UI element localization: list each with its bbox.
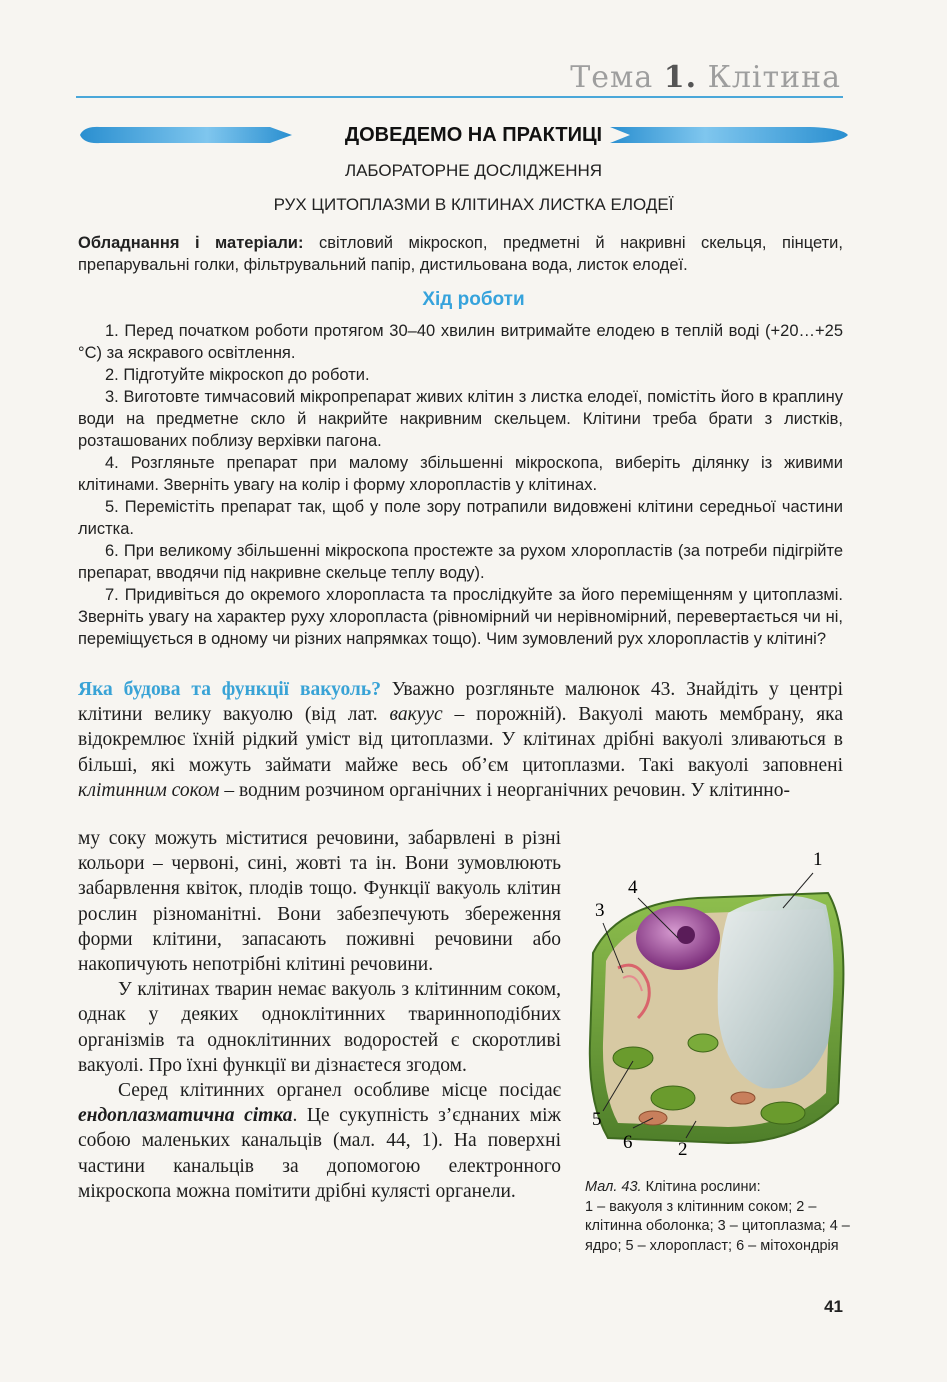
lab-subtitle: ЛАБОРАТОРНЕ ДОСЛІДЖЕННЯ [344,161,603,180]
step-item: 6. При великому збільшенні мікроскопа простежте за рухом хлоропластів (за потреби підігрійте препарат, вводячи під накривне скельце теплу воду). [78,542,843,582]
body-text-continued: – водним розчином органічних і неорганічних речовин. У клітинно- [219,779,790,801]
steps-list [78,320,843,650]
caption-title: Клітина рослини: [641,1179,761,1195]
vacuole-paragraph [78,677,843,803]
theme-number: 1. [663,60,698,95]
step-item: 7. Придивіться до окремого хлоропласта та прослідкуйте за його переміщенням у цитоплазмі. Зверніть увагу на характер руху хлоропласта (рівномірний чи нерівномірний, перевертається чи ні, переміщується в одному чи різних напрямках тощо). Чим зумовлений рух хлоропластів у клітині? [78,586,843,648]
caption-ref: Мал. 43. [585,1179,642,1195]
plant-cell-illustration [578,843,848,1168]
question-heading: Яка будова та функції вакуоль? [78,679,381,700]
theme-name: Клітина [707,60,841,95]
header-divider [76,96,843,98]
caption-text: 1 – вакуоля з клітинним соком; 2 – клітинна оболонка; 3 – цитоплазма; 4 – ядро; 5 – хлоропласт; 6 – мітохондрія [585,1198,850,1254]
page-number: 41 [824,1297,843,1316]
theme-word: Тема [570,60,654,95]
figure-label: 3 [595,900,605,921]
section-title: ДОВЕДЕМО НА ПРАКТИЦІ [344,124,603,146]
body-text: Серед клітинних органел особливе місце посідає [118,1080,561,1102]
lab-heading: РУХ ЦИТОПЛАЗМИ В КЛІТИНАХ ЛИСТКА ЕЛОДЕЇ [273,195,674,214]
step-item: 4. Розгляньте препарат при малому збільшенні мікроскопа, виберіть ділянку із живими клітинами. Зверніть увагу на колір і форму хлоропластів у клітинах. [78,454,843,494]
animal-vacuole-paragraph: У клітинах тварин немає вакуоль з клітинним соком, однак у деяких одноклітинних тваринноподібних організмів та одноклітинних водоростей є скоротливі вакуолі. Про їхні функції ви дізнаєтеся згодом. [78,979,561,1076]
body-text: – порожній). Вакуолі мають мембрану, яка відокремлює їхній рідкий уміст від цитоплазми. У клітинах дрібні вакуолі зливаються в більші, які можуть займати майже весь об’єм цитоплазми. Такі вакуолі заповнені [78,704,843,776]
term-er: ендоплазматична сітка [78,1105,293,1127]
latin-word: вакуус [389,704,443,726]
materials-paragraph [78,232,843,276]
step-item: 5. Перемістіть препарат так, щоб у поле зору потрапили видовжені клітини середньої частини листка. [78,498,843,538]
term-cell-sap: клітинним соком [78,779,220,801]
body-text: . Це сукупність з’єднаних між собою маленьких канальців (мал. 44, 1). На поверхні частини канальців за допомогою електронного мікроскопа можна помітити дрібні кулясті органели. [78,1105,562,1202]
figure-caption [585,1178,850,1256]
body-text: Уважно розгляньте малюнок 43. Знайдіть у центрі клітини велику вакуолю (від лат. [78,679,844,726]
materials-text: світловий мікроскоп, предметні й накривні скельця, пінцети, препарувальні голки, фільтрувальний папір, дистильована вода, листок елодеї. [78,234,843,274]
figure-label: 4 [628,877,638,898]
er-paragraph [78,1078,561,1204]
step-item: 1. Перед початком роботи протягом 30–40 хвилин витримайте елодею в теплій воді (+20…+25 °C) за яскравого освітлення. [78,322,843,362]
vacuole-paragraph-continued: му соку можуть міститися речовини, забарвлені в різні кольори – червоні, сині, жовті та ін. Вони зумовлюють забарвлення квіток, плодів тощо. Функції вакуоль клітин рослин різноманітні. Вони забезпечують збереження форми клітини, запасають поживні речовини або накопичують непотрібні клітині речовини. [78,828,561,976]
theme-title [570,60,841,95]
left-column-text [78,826,561,1204]
materials-label: Обладнання і матеріали: [78,234,304,252]
figure-label: 6 [623,1132,633,1153]
step-item: 2. Підготуйте мікроскоп до роботи. [105,366,370,384]
figure-label: 1 [813,849,823,870]
step-item: 3. Виготовте тимчасовий мікропрепарат живих клітин з листка елодеї, помістіть його в краплину води на предметне скло й накрийте накривним скельцем. Клітини треба брати з листків, розташованих поблизу верхівки пагона. [78,388,843,450]
progress-heading: Хід роботи [422,289,525,310]
figure-label: 2 [678,1139,688,1160]
figure-label: 5 [592,1109,602,1130]
